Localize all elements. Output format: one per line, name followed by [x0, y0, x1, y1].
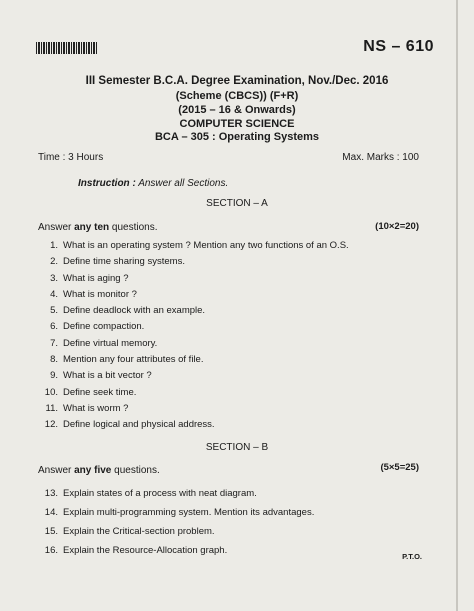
- question-item: [44, 417, 349, 433]
- section-b-question-list: [44, 484, 314, 560]
- question-number: 3.: [50, 272, 58, 284]
- question-text: Explain the Critical-section problem.: [63, 526, 215, 537]
- question-text: Define logical and physical address.: [63, 419, 215, 431]
- section-a-answer-suffix: questions.: [109, 222, 158, 233]
- question-item: [44, 368, 349, 384]
- exam-subject: COMPUTER SCIENCE: [179, 118, 295, 130]
- question-number: 13.: [44, 488, 58, 499]
- section-b-answer-prefix: Answer: [38, 465, 75, 476]
- question-text: What is aging ?: [63, 272, 129, 284]
- question-item: [44, 303, 349, 319]
- question-item: [44, 522, 314, 541]
- question-number: 6.: [50, 321, 58, 333]
- question-number: 14.: [44, 507, 58, 518]
- section-a-answer-prefix: Answer: [38, 222, 75, 233]
- question-text: Define deadlock with an example.: [63, 305, 206, 317]
- question-item: [44, 385, 349, 401]
- question-item: [44, 254, 349, 270]
- section-b-answer-suffix: questions.: [111, 465, 160, 476]
- barcode: [36, 42, 98, 54]
- question-number: 1.: [50, 240, 58, 251]
- pto-label: P.T.O.: [402, 552, 422, 561]
- time-label: Time : 3 Hours: [38, 152, 104, 163]
- section-b-instruction: [38, 465, 160, 476]
- section-a-marks: (10×2=20): [375, 221, 419, 232]
- question-text: Define virtual memory.: [63, 337, 158, 349]
- question-item: [44, 319, 349, 335]
- paper-code: NS – 610: [363, 38, 434, 55]
- question-number: 12.: [44, 419, 58, 431]
- question-number: 2.: [50, 256, 58, 268]
- question-text: Define compaction.: [63, 321, 145, 333]
- question-text: What is monitor ?: [63, 288, 137, 300]
- instruction-label: Instruction :: [78, 178, 136, 189]
- question-text: Explain states of a process with neat diagram.: [63, 488, 257, 499]
- section-b-answer-count: any five: [74, 465, 112, 476]
- question-text: What is worm ?: [63, 402, 129, 414]
- question-item: [44, 503, 314, 522]
- question-text: Define seek time.: [63, 386, 137, 398]
- question-item: [44, 271, 349, 287]
- question-number: 9.: [50, 370, 58, 382]
- instruction-text: Answer all Sections.: [135, 178, 229, 189]
- question-item: [44, 541, 314, 560]
- question-item: [44, 484, 314, 503]
- question-number: 11.: [45, 402, 58, 414]
- section-a-instruction: [38, 222, 158, 233]
- exam-course: BCA – 305 : Operating Systems: [154, 131, 320, 143]
- question-text: Explain multi-programming system. Mention its advantages.: [63, 507, 315, 518]
- exam-scheme: (Scheme (CBCS)) (F+R): [175, 90, 299, 102]
- question-item: [44, 287, 349, 303]
- exam-title: III Semester B.C.A. Degree Examination, Nov./Dec. 2016: [85, 75, 389, 87]
- question-text: Define time sharing systems.: [63, 256, 185, 268]
- question-text: Explain the Resource-Allocation graph.: [63, 545, 228, 556]
- section-b-title: SECTION – B: [205, 442, 269, 453]
- section-a-question-list: [44, 238, 349, 434]
- question-text: Mention any four attributes of file.: [63, 354, 204, 366]
- question-number: 8.: [50, 354, 58, 366]
- section-b-marks: (5×5=25): [380, 462, 419, 473]
- question-number: 15.: [44, 526, 58, 537]
- question-item: [44, 336, 349, 352]
- question-item: [44, 401, 349, 417]
- question-number: 5.: [50, 305, 58, 317]
- question-item: [44, 238, 349, 254]
- question-number: 4.: [50, 288, 58, 300]
- section-a-title: SECTION – A: [206, 198, 268, 209]
- question-item: [44, 352, 349, 368]
- max-marks-label: Max. Marks : 100: [342, 152, 419, 163]
- question-text: What is a bit vector ?: [63, 370, 152, 382]
- exam-batch: (2015 – 16 & Onwards): [178, 104, 296, 116]
- question-number: 7.: [50, 337, 58, 349]
- question-number: 10.: [44, 386, 58, 398]
- instruction: [78, 178, 228, 189]
- question-text: What is an operating system ? Mention any two functions of an O.S.: [63, 240, 349, 251]
- section-a-answer-count: any ten: [74, 222, 110, 233]
- question-number: 16.: [44, 545, 58, 556]
